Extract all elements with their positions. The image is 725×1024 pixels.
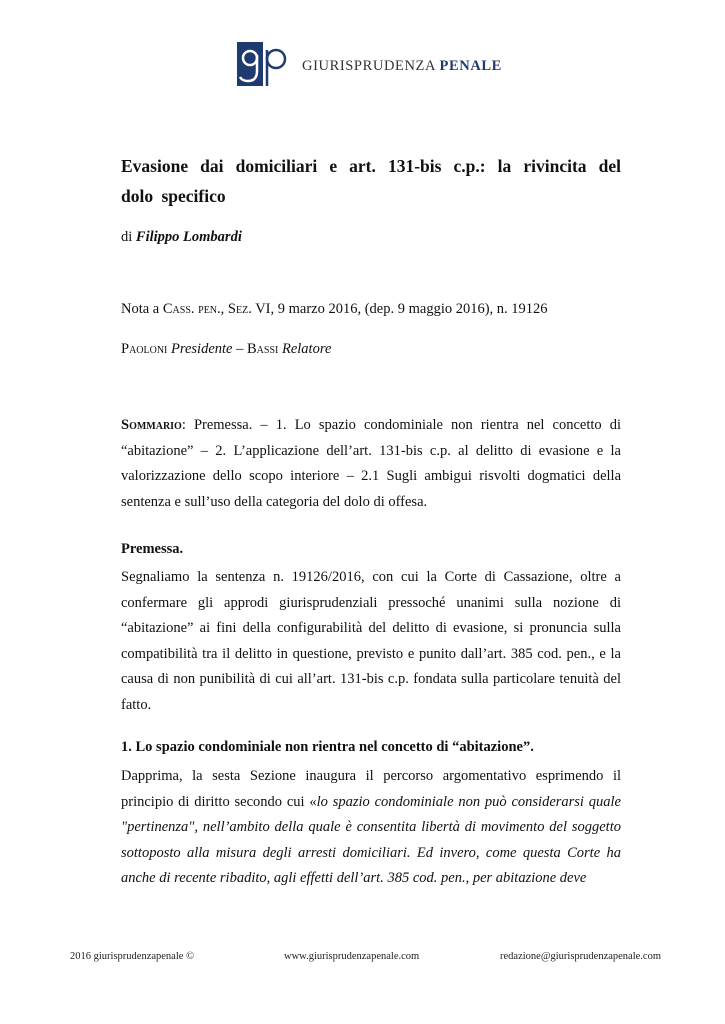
footer-email-link[interactable]: redazione@giurisprudenzapenale.com [500, 951, 661, 962]
summary-text: : Premessa. – 1. Lo spazio condominiale non rientra nel concetto di “abitazione” – 2. L’applicazione dell’art. 131-bis c.p. al delitto di evasione e la valorizzazione dello scopo interiore – 2.1 Sugli ambigui risvolti dogmatici della sentenza e sull’uso della categoria del dolo di offesa. [121, 417, 621, 510]
logo-name-part1: GIURISPRUDENZA [302, 57, 436, 74]
nota-details: VI, 9 marzo 2016, (dep. 9 maggio 2016), n. 19126 [251, 301, 548, 317]
president-role: Presidente [171, 341, 233, 357]
footer-website-link[interactable]: www.giurisprudenzapenale.com [284, 951, 420, 962]
logo-name-part2: PENALE [439, 57, 502, 74]
judges-line [121, 341, 621, 358]
summary-label: Sommario [121, 417, 182, 433]
court-name: Cass. pen. [162, 301, 221, 317]
rapporteur-role: Relatore [281, 341, 332, 357]
case-reference [121, 301, 621, 318]
footer-copyright: 2016 giurisprudenzapenale © [70, 951, 195, 962]
premessa-heading: Premessa. [121, 541, 184, 557]
gp-monogram-icon [236, 41, 292, 87]
section-1-quote: lo spazio condominiale non può considerarsi quale "pertinenza", nell’ambito della quale è consentita libertà di movimento del soggetto sottoposto alla misura degli arresti domiciliari. Ed invero, come questa Corte ha anche di recente ribadito, agli effetti dell’art. 385 cod. pen., per abitazione deve [121, 793, 621, 887]
premessa-paragraph: Segnaliamo la sentenza n. 19126/2016, con cui la Corte di Cassazione, oltre a confermare gli approdi giurisprudenziali pressoché unanimi sulla nozione di “abitazione” ai fini della configurabilità del delitto di evasione, si pronuncia sulla compatibilità tra il delitto in questione, previsto e punito dall’art. 385 cod. pen., e la causa di non punibilità di cui all’art. 131-bis c.p. fondata sulla particolare tenuità del fatto. [121, 569, 621, 713]
byline-prefix: di [121, 229, 133, 245]
logo-wordmark [302, 58, 502, 75]
site-logo[interactable] [236, 42, 502, 86]
section-1-paragraph [121, 764, 621, 892]
rapporteur-name: Bassi [247, 341, 279, 357]
section-1-heading: 1. Lo spazio condominiale non rientra nel concetto di “abitazione”. [121, 739, 534, 755]
summary-paragraph [121, 413, 621, 515]
byline [121, 229, 621, 246]
article-title: Evasione dai domiciliari e art. 131-bis c.p.: la rivincita del dolo specifico [121, 156, 621, 206]
section-1-text: Dapprima, la sesta Sezione inaugura il percorso argomentativo esprimendo il principio di diritto secondo cui « [121, 768, 621, 810]
section-label: Sez. [227, 301, 252, 317]
nota-separator: , [220, 301, 228, 317]
president-name: Paoloni [121, 341, 168, 357]
nota-prefix: Nota a [121, 301, 163, 317]
author-name: Filippo Lombardi [135, 229, 242, 245]
judges-dash: – [232, 341, 247, 357]
